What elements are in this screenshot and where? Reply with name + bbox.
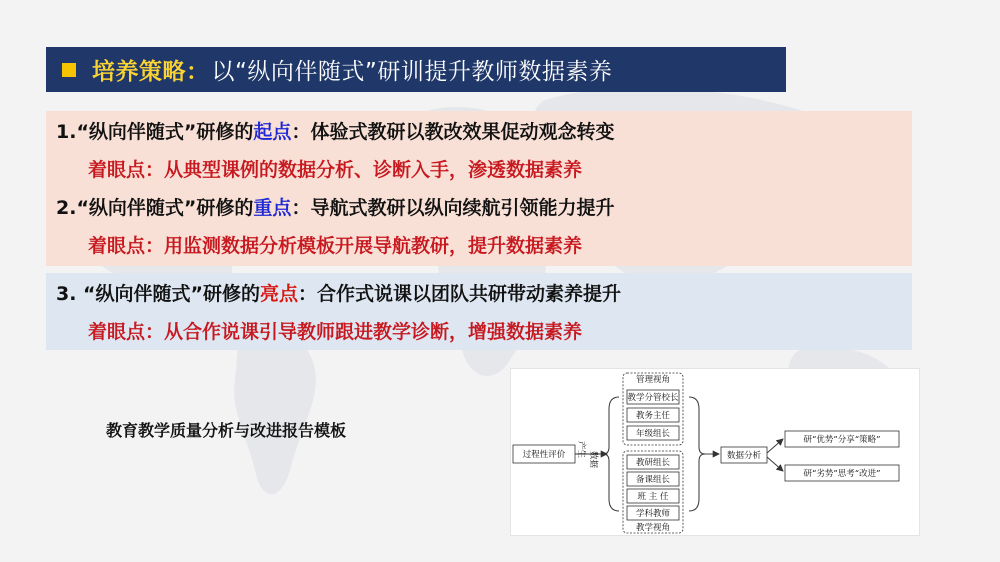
role-label: 教务主任 xyxy=(635,411,671,421)
flow-svg xyxy=(511,369,921,537)
arrow-label-data: 数据 xyxy=(588,451,598,469)
output-strengths-label: 研“优势”分享“策略” xyxy=(803,435,881,445)
item-1-focus: 着眼点：从典型课例的数据分析、诊断入手，渗透数据素养 xyxy=(88,159,583,181)
item-2-keyword: 重点 xyxy=(253,197,292,219)
item-2-prefix: 2.“纵向伴随式”研修的 xyxy=(56,197,254,219)
item-3-focus: 着眼点：从合作说课引导教师跟进教学诊断，增强数据素养 xyxy=(88,321,583,343)
branch-arrow-top xyxy=(767,439,783,453)
role-label: 教学分管校长 xyxy=(627,393,679,403)
role-label: 班 主 任 xyxy=(637,492,669,502)
strategy-box-3 xyxy=(46,273,912,350)
item-1-suffix: ：体验式教研以教改效果促动观念转变 xyxy=(291,121,615,143)
role-label: 年级组长 xyxy=(635,429,671,439)
item-3-suffix: ：合作式说课以团队共研带动素养提升 xyxy=(298,283,622,305)
management-view-label: 管理视角 xyxy=(635,375,671,385)
item-1-keyword: 起点 xyxy=(253,121,292,143)
item-1-line xyxy=(56,113,912,151)
item-3-keyword: 亮点 xyxy=(260,283,299,305)
data-analysis-label: 数据分析 xyxy=(726,451,762,461)
role-label: 学科教师 xyxy=(635,509,671,519)
role-label: 教研组长 xyxy=(635,458,671,468)
strategy-box-1-2 xyxy=(46,111,912,266)
diagram-caption: 教育教学质量分析与改进报告模板 xyxy=(106,421,347,440)
left-brace xyxy=(603,397,619,511)
square-bullet-icon xyxy=(62,63,76,77)
item-2-focus: 着眼点：用监测数据分析模板开展导航教研，提升数据素养 xyxy=(88,235,583,257)
item-2-suffix: ：导航式教研以纵向续航引领能力提升 xyxy=(291,197,615,219)
role-label: 备课组长 xyxy=(635,475,671,485)
report-template-diagram xyxy=(510,368,920,536)
item-3-line xyxy=(56,275,912,313)
item-1-prefix: 1.“纵向伴随式”研修的 xyxy=(56,121,254,143)
process-eval-label: 过程性评价 xyxy=(522,450,566,460)
branch-arrow-bottom xyxy=(767,457,783,471)
teaching-view-label: 教学视角 xyxy=(635,523,671,533)
arrow-label-produce: 产生 xyxy=(576,441,586,459)
item-3-prefix: 3. “纵向伴随式”研修的 xyxy=(56,283,261,305)
title-text: 以“纵向伴随式”研训提升教师数据素养 xyxy=(211,59,613,85)
title-accent: 培养策略： xyxy=(92,59,210,85)
output-weaknesses-label: 研“劣势”思考“改进” xyxy=(803,469,881,479)
title-bar xyxy=(46,47,786,92)
item-2-line xyxy=(56,189,912,227)
right-brace xyxy=(689,397,705,511)
